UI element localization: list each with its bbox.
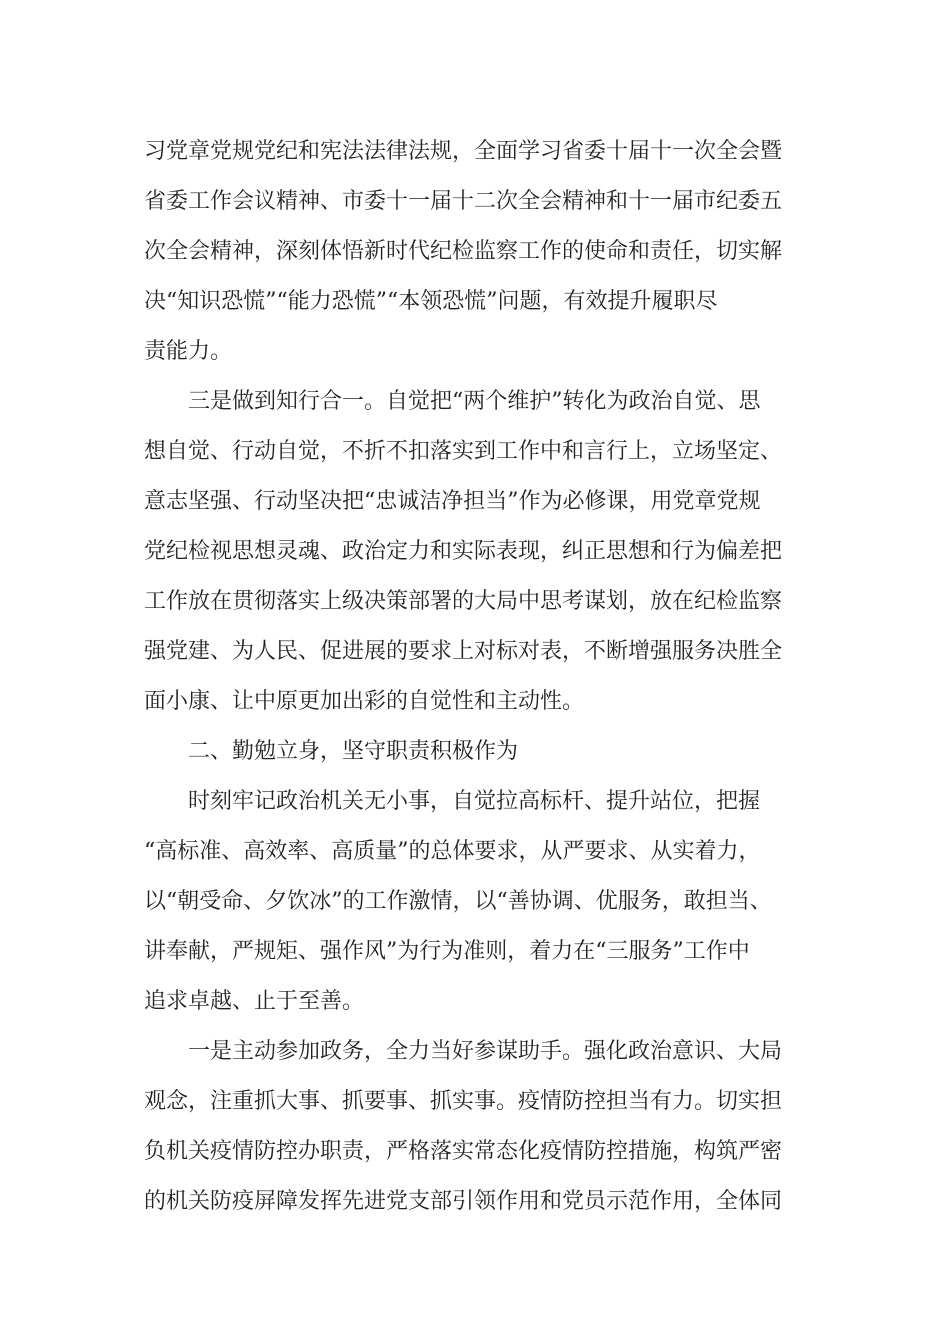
text-line: 时刻牢记政治机关无小事，自觉拉高标杆、提升站位，把握 — [188, 789, 761, 814]
text-line: 讲奉献，严规矩、强作风”为行为准则，着力在“三服务”工作中 — [144, 939, 750, 964]
text-line: “高标准、高效率、高质量”的总体要求，从严要求、从实着力， — [144, 839, 761, 864]
text-line: 意志坚强、行动坚决把“忠诚洁净担当”作为必修课，用党章党规 — [144, 489, 761, 514]
heading-line: 二、勤勉立身，坚守职责积极作为 — [188, 739, 519, 764]
text-line: 次全会精神，深刻体悟新时代纪检监察工作的使命和责任，切实解 — [144, 239, 783, 264]
text-line: 观念，注重抓大事、抓要事、抓实事。疫情防控担当有力。切实担 — [144, 1089, 783, 1114]
text-line: 习党章党规党纪和宪法法律法规，全面学习省委十届十一次全会暨 — [144, 139, 783, 164]
text-line: 一是主动参加政务，全力当好参谋助手。强化政治意识、大局 — [188, 1039, 783, 1064]
text-line: 以“朝受命、夕饮冰”的工作激情，以“善协调、优服务，敢担当、 — [144, 889, 772, 914]
text-line: 党纪检视思想灵魂、政治定力和实际表现，纠正思想和行为偏差把 — [144, 539, 783, 564]
paragraph-zhengwu — [144, 1027, 834, 1227]
text-line: 三是做到知行合一。自觉把“两个维护”转化为政治自觉、思 — [188, 389, 761, 414]
paragraph-continuation — [144, 127, 834, 377]
document-body — [144, 127, 834, 1227]
section-heading — [144, 727, 834, 777]
text-line: 工作放在贯彻落实上级决策部署的大局中思考谋划，放在纪检监察 — [144, 589, 783, 614]
text-line: 负机关疫情防控办职责，严格落实常态化疫情防控措施，构筑严密 — [144, 1139, 783, 1164]
text-line: 决“知识恐慌”“能力恐慌”“本领恐慌”问题，有效提升履职尽 — [144, 289, 718, 314]
text-line: 想自觉、行动自觉，不折不扣落实到工作中和言行上，立场坚定、 — [144, 439, 783, 464]
text-line: 的机关防疫屏障发挥先进党支部引领作用和党员示范作用，全体同 — [144, 1189, 783, 1214]
text-line: 责能力。 — [144, 339, 233, 364]
paragraph-zhixingheyi — [144, 377, 834, 727]
paragraph-section-intro — [144, 777, 834, 1027]
text-line: 强党建、为人民、促进展的要求上对标对表，不断增强服务决胜全 — [144, 639, 783, 664]
text-line: 面小康、让中原更加出彩的自觉性和主动性。 — [144, 689, 585, 714]
text-line: 省委工作会议精神、市委十一届十二次全会精神和十一届市纪委五 — [144, 189, 783, 214]
text-line: 追求卓越、止于至善。 — [144, 989, 365, 1014]
